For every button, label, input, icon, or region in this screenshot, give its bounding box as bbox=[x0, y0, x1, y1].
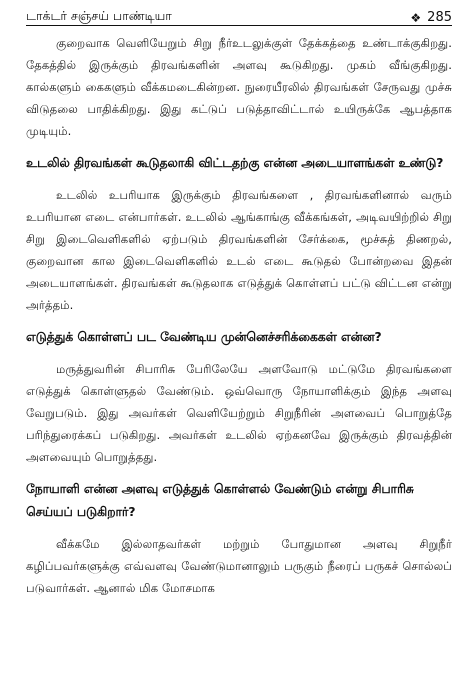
question-heading-3: நோயாளி என்ன அளவு எடுத்துக் கொள்ளல் வேண்டும் என்று சிபாரிசு செய்யப் படுகிறார்? bbox=[26, 482, 414, 519]
book-page bbox=[26, 0, 452, 675]
paragraph-1: குறைவாக வெளியேறும் சிறு நீர்உடலுக்குள் தேக்கத்தை உண்டாக்குகிறது. தேகத்தில் இருக்கும் திரவங்களின் அளவு கூடுகிறது. முகம் வீங்குகிறது. கால்களும் கைகளும் வீக்கமடைகின்றன. நுரையீரலில் திரவங்கள் சேருவது முச்சு விடுதலை பாதிக்கிறது. இது கட்டுப் படுத்தாவிட்டால் உயிருக்கே ஆபத்தாக முடியும். bbox=[26, 36, 452, 138]
header-page-info bbox=[410, 10, 452, 25]
paragraph-2: உடலில் உபரியாக இருக்கும் திரவங்களை , திரவங்களினால் வரும் உபரியான எடை என்பார்கள். உடலில் ஆங்காங்கு வீக்கங்கள், அடிவயிற்றில் சிறு சிறு இடைவெளிகளில் ஏற்படும் திரவங்களின் சேர்க்கை, மூச்சுத் திணறல், குறைவான கால இடைவெளிகளில் உடல் எடை கூடுதல் போன்றவை இதன் அடையாளங்கள். திரவங்கள் கூடுதலாக எடுத்துக் கொள்ளப் பட்டு விட்டன என்று அர்த்தம். bbox=[26, 188, 452, 312]
paragraph-3: மருத்துவரின் சிபாரிசு பேரிலேயே அளவோடு மட்டுமே திரவங்களை எடுத்துக் கொள்ளுதல் வேண்டும். ஒவ்வொரு நோயாளிக்கும் இந்த அளவு வேறுபடும். இது அவர்கள் வெளியேற்றும் சிறுநீரின் அளவைப் பொறுத்தே பரிந்துரைக்கப் படுகிறது. அவர்கள் உடலில் ஏற்கனவே இருக்கும் திரவத்தின் அளவையும் பொறுத்தது. bbox=[26, 362, 452, 464]
header-author: டாக்டர் சஞ்சய் பாண்டியா bbox=[26, 8, 172, 23]
diamond-ornament-icon: ❖ bbox=[410, 10, 422, 25]
question-heading-1: உடலில் திரவங்கள் கூடுதலாகி விட்டதற்கு என்ன அடையாளங்கள் உண்டு? bbox=[26, 156, 444, 170]
page-body bbox=[26, 32, 452, 599]
question-heading-2: எடுத்துக் கொள்ளப் பட வேண்டிய முன்னெச்சரிக்கைகள் என்ன? bbox=[26, 330, 382, 344]
running-header bbox=[26, 0, 452, 26]
paragraph-4: வீக்கமே இல்லாதவர்கள் மற்றும் போதுமான அளவு சிறுநீர் கழிப்பவர்களுக்கு எவ்வளவு வேண்டுமானாலும் பருகும் நீரைப் பருகச் சொல்லப் படுவார்கள். ஆனால் மிக மோசமாக bbox=[26, 537, 452, 595]
page-number: 285 bbox=[427, 10, 452, 25]
